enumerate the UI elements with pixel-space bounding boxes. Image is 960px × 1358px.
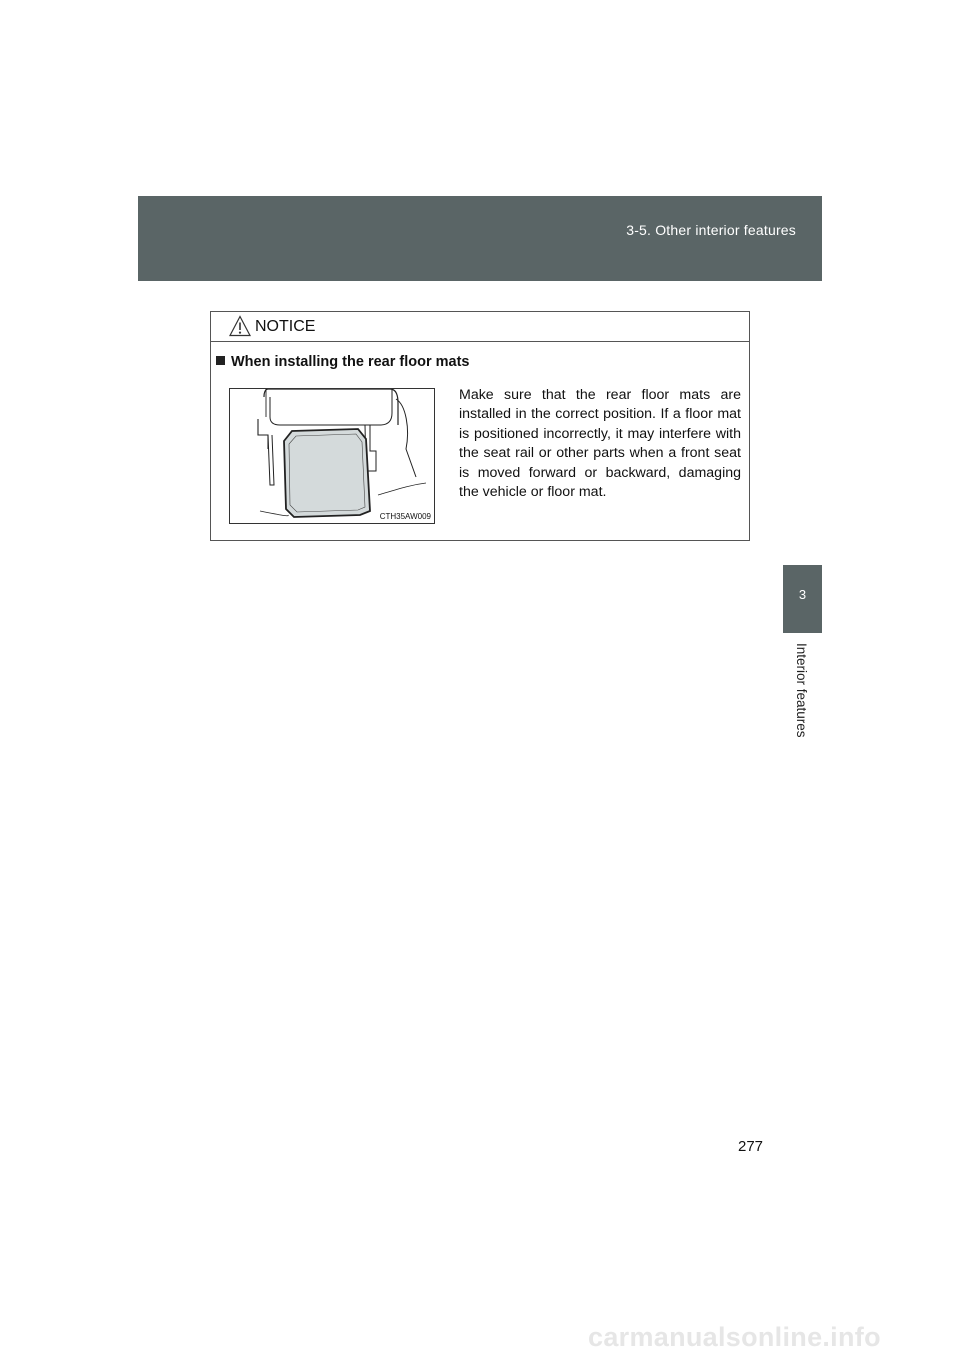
notice-label: NOTICE — [255, 318, 316, 335]
notice-header — [211, 312, 749, 342]
section-header-bar — [138, 196, 822, 281]
notice-body-text: Make sure that the rear floor mats are installed in the correct position. If a floor mat is positioned incorrectly, it may interfere with the seat rail or other parts when a front seat is moved forward or backward, damaging the vehicle or floor mat. — [459, 387, 741, 501]
chapter-tab — [783, 565, 822, 633]
notice-subheading — [216, 354, 469, 370]
figure-code: CTH35AW009 — [379, 512, 431, 521]
chapter-number: 3 — [798, 587, 807, 602]
watermark: carmanualsonline.info — [588, 1322, 881, 1352]
notice-subheading-text: When installing the rear floor mats — [231, 354, 470, 370]
section-title: 3-5. Other interior features — [626, 222, 796, 238]
floor-mat-drawing — [230, 389, 434, 523]
page-number: 277 — [738, 1138, 764, 1155]
chapter-label: Interior features — [794, 643, 809, 738]
floor-mat-illustration — [229, 388, 435, 524]
square-bullet-icon — [216, 356, 225, 365]
notice-box — [210, 311, 750, 541]
warning-triangle-icon — [229, 315, 251, 337]
